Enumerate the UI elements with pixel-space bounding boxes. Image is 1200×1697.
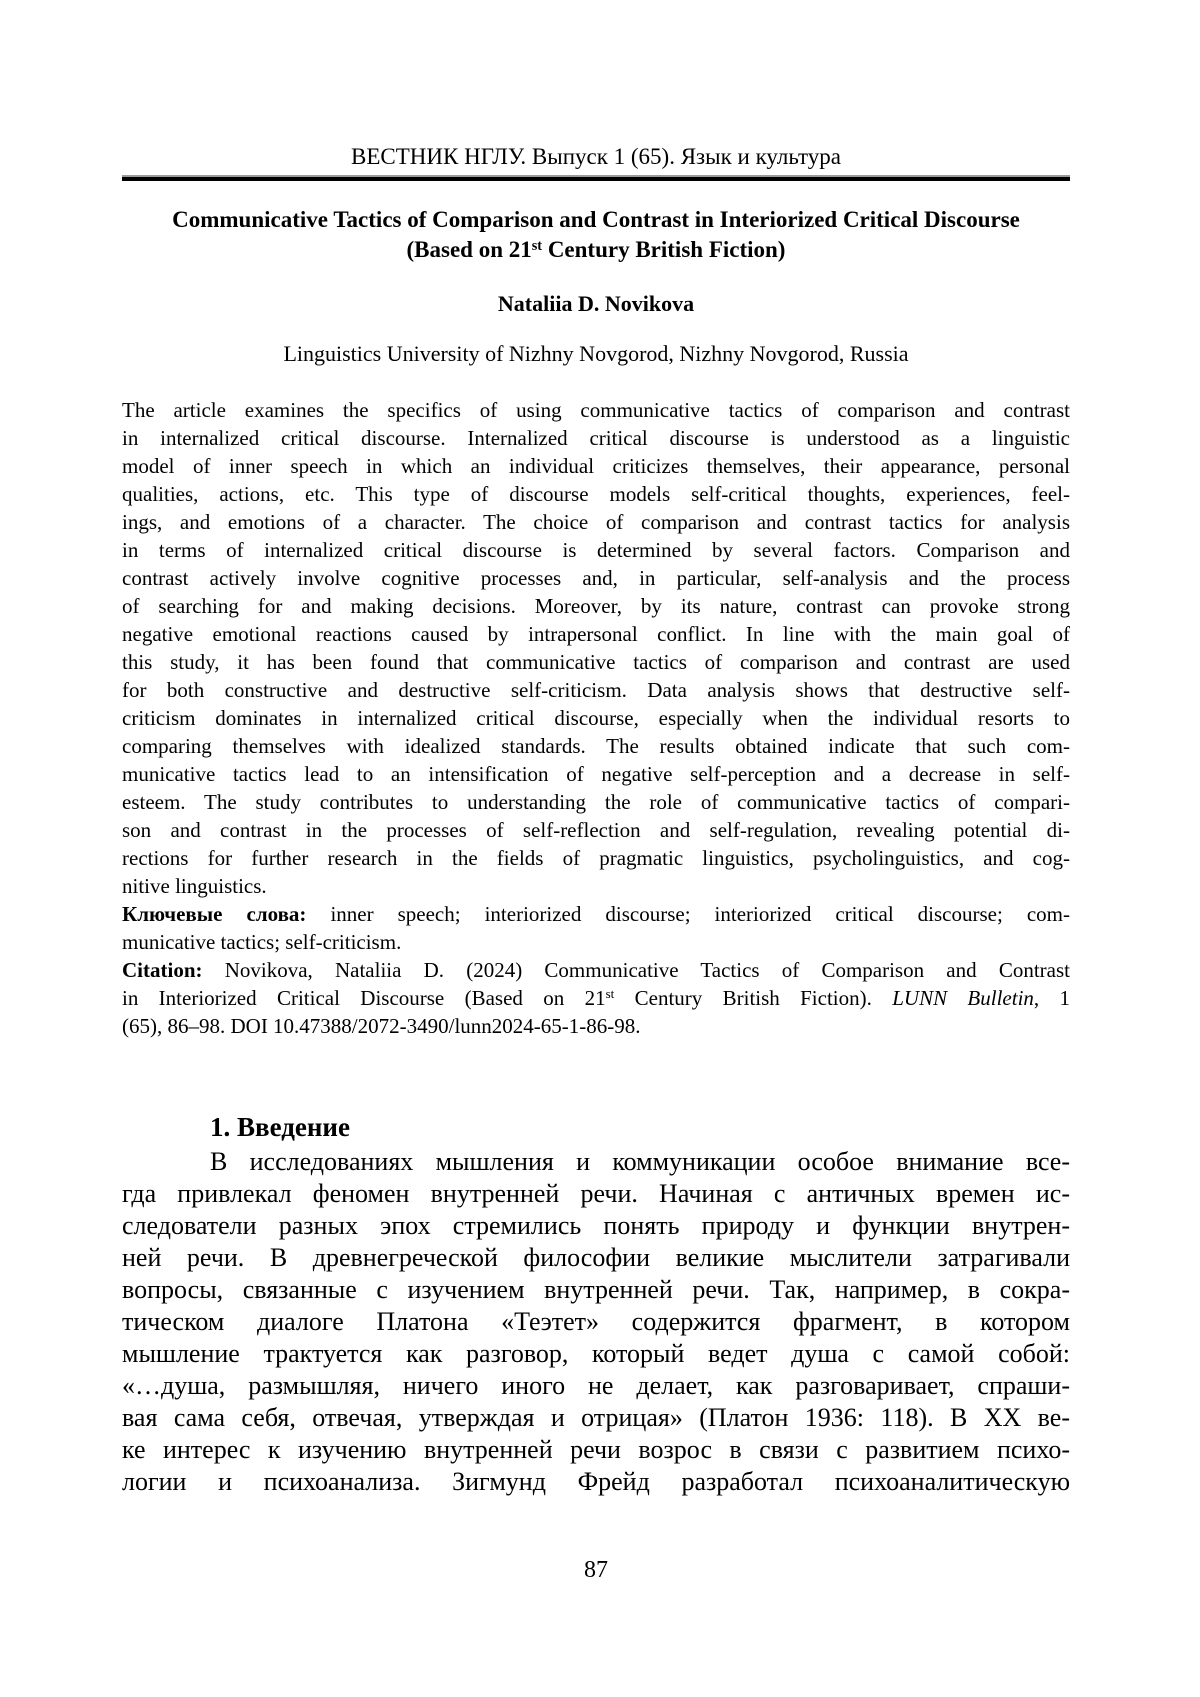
text-line: municative tactics lead to an intensification of negative self-perception and a decrease in self- xyxy=(122,762,1070,786)
text-line: ings, and emotions of a character. The choice of comparison and contrast tactics for analysis xyxy=(122,510,1070,534)
citation-label: Citation: xyxy=(122,958,203,982)
text-line: гда привлекал феномен внутренней речи. Начиная с античных времен ис- xyxy=(122,1179,1070,1208)
annotation-block xyxy=(122,396,1070,1040)
title-line-1: Communicative Tactics of Comparison and Contrast in Interiorized Critical Discourse xyxy=(172,207,1020,232)
text-line: следователи разных эпох стремились понять природу и функции внутрен- xyxy=(122,1211,1070,1240)
text-line: this study, it has been found that communicative tactics of comparison and contrast are used xyxy=(122,650,1070,674)
journal-header: ВЕСТНИК НГЛУ. Выпуск 1 (65). Язык и культура xyxy=(351,144,841,169)
text-line: criticism dominates in internalized critical discourse, especially when the individual resorts to xyxy=(122,706,1070,730)
text-line: in terms of internalized critical discourse is determined by several factors. Comparison and xyxy=(122,538,1070,562)
author-name: Nataliia D. Novikova xyxy=(497,291,695,316)
text-line: тическом диалоге Платона «Теэтет» содержится фрагмент, в котором xyxy=(122,1307,1070,1336)
text-line: вопросы, связанные с изучением внутренней речи. Так, например, в сокра- xyxy=(122,1275,1070,1304)
keywords-label: Ключевые слова: xyxy=(122,902,307,926)
text-line: вая сама себя, отвечая, утверждая и отрицая» (Платон 1936: 118). В XX ве- xyxy=(122,1403,1070,1432)
citation-line-2-pre: in Interiorized Critical Discourse (Based on 21 xyxy=(122,986,606,1010)
citation-line-3: (65), 86–98. DOI 10.47388/2072-3490/lunn2024-65-1-86-98. xyxy=(122,1014,641,1038)
text-line: qualities, actions, etc. This type of discourse models self-critical thoughts, experiences, feel- xyxy=(122,482,1070,506)
citation-line-2 xyxy=(122,984,1070,1012)
text-line: ней речи. В древнегреческой философии великие мыслители затрагивали xyxy=(122,1243,1070,1272)
text-line: ке интерес к изучению внутренней речи возрос в связи с развитием психо- xyxy=(122,1435,1070,1464)
text-line: В исследованиях мышления и коммуникации особое внимание все- xyxy=(210,1147,1070,1176)
text-line: model of inner speech in which an individual criticizes themselves, their appearance, personal xyxy=(122,454,1070,478)
abstract xyxy=(122,396,1070,900)
title-line-2-post: Century British Fiction) xyxy=(542,237,786,262)
text-line: esteem. The study contributes to understanding the role of communicative tactics of compari- xyxy=(122,790,1070,814)
citation-line-2-post: , 1 xyxy=(1033,986,1070,1010)
citation-line-1 xyxy=(122,956,1070,984)
title-line-2 xyxy=(122,235,1070,265)
superscript-st: st xyxy=(605,986,615,1001)
text-line: in internalized critical discourse. Internalized critical discourse is understood as a linguistic xyxy=(122,426,1070,450)
citation-text: Novikova, Nataliia D. (2024) Communicative Tactics of Comparison and Contrast xyxy=(202,958,1070,982)
superscript-st: st xyxy=(531,238,543,254)
keywords-line-2: municative tactics; self-criticism. xyxy=(122,930,402,954)
text-line: мышление трактуется как разговор, который ведет душа с самой собой: xyxy=(122,1339,1070,1368)
keywords-text: inner speech; interiorized discourse; interiorized critical discourse; com- xyxy=(306,902,1070,926)
text-line: of searching for and making decisions. Moreover, by its nature, contrast can provoke strong xyxy=(122,594,1070,618)
text-line: rections for further research in the fields of pragmatic linguistics, psycholinguistics, and cog- xyxy=(122,846,1070,870)
citation-journal-name: LUNN Bulletin xyxy=(892,986,1034,1010)
text-line: comparing themselves with idealized standards. The results obtained indicate that such com- xyxy=(122,734,1070,758)
text-line: логии и психоанализа. Зигмунд Фрейд разработал психоаналитическую xyxy=(122,1467,1070,1496)
page-number: 87 xyxy=(584,1557,608,1583)
header-rule xyxy=(122,177,1070,181)
text-line: for both constructive and destructive self-criticism. Data analysis shows that destructive self- xyxy=(122,678,1070,702)
article-title xyxy=(122,205,1070,265)
text-line: «…душа, размышляя, ничего иного не делает, как разговаривает, спраши- xyxy=(122,1371,1070,1400)
title-line-2-pre: (Based on 21 xyxy=(406,237,532,262)
intro-paragraph xyxy=(122,1146,1070,1498)
keywords-line-1 xyxy=(122,900,1070,928)
text-line: nitive linguistics. xyxy=(122,874,267,898)
citation-line-2-mid: Century British Fiction). xyxy=(614,986,893,1010)
text-line: contrast actively involve cognitive processes and, in particular, self-analysis and the process xyxy=(122,566,1070,590)
text-line: The article examines the specifics of using communicative tactics of comparison and contrast xyxy=(122,398,1070,422)
section-heading: 1. Введение xyxy=(210,1112,350,1142)
text-line: negative emotional reactions caused by intrapersonal conflict. In line with the main goal of xyxy=(122,622,1070,646)
text-line: son and contrast in the processes of self-reflection and self-regulation, revealing potential di- xyxy=(122,818,1070,842)
affiliation: Linguistics University of Nizhny Novgorod, Nizhny Novgorod, Russia xyxy=(283,341,909,366)
